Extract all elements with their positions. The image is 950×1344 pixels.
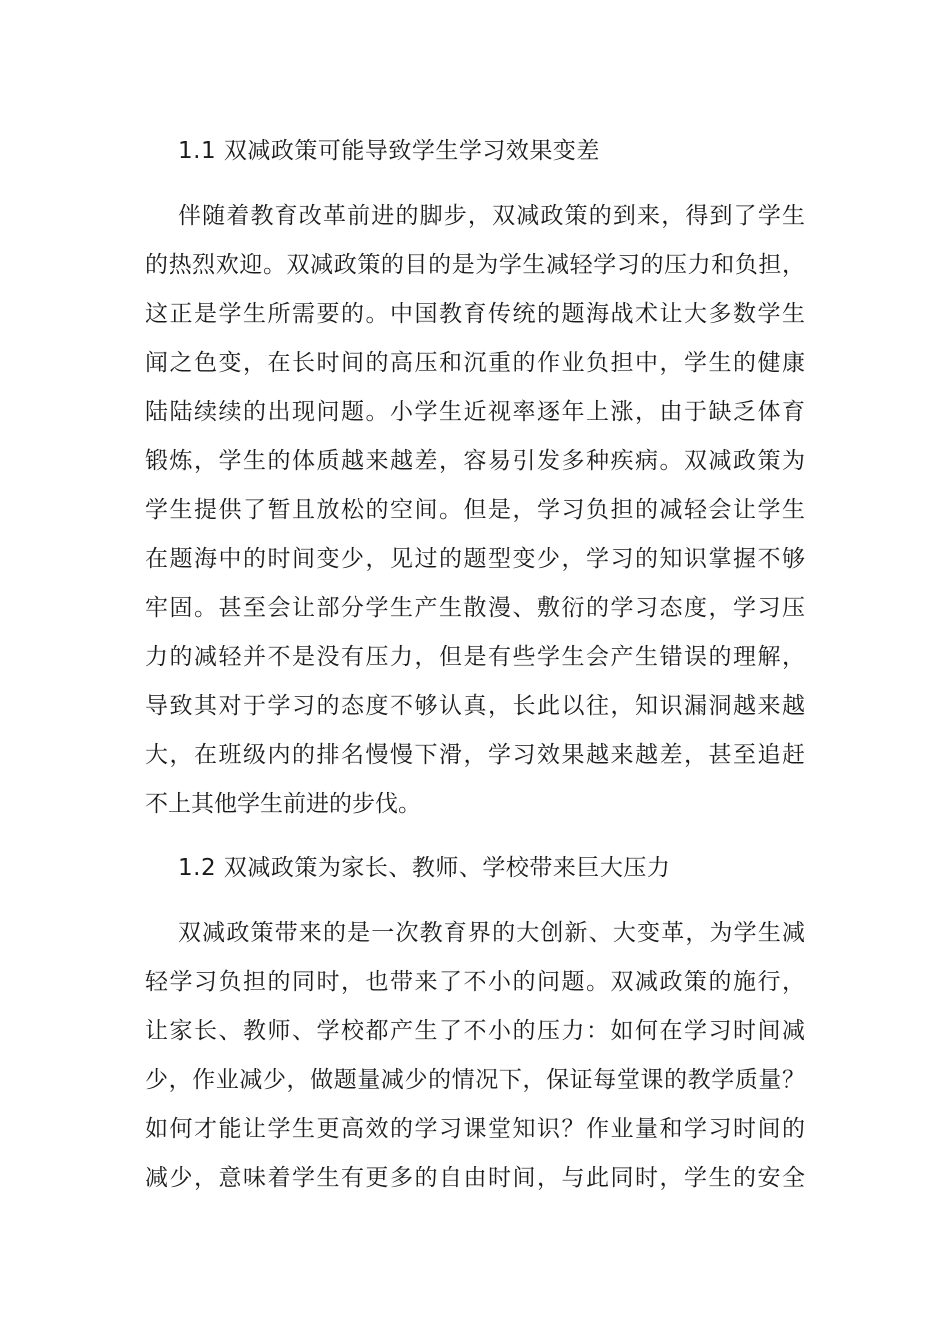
paragraph-line: 让家长、教师、学校都产生了不小的压力：如何在学习时间减 (145, 1018, 805, 1044)
paragraph-line: 这正是学生所需要的。中国教育传统的题海战术让大多数学生 (145, 301, 805, 327)
paragraph-line: 轻学习负担的同时，也带来了不小的问题。双减政策的施行， (145, 969, 805, 995)
paragraph-line: 牢固。甚至会让部分学生产生散漫、敷衍的学习态度，学习压 (145, 595, 805, 621)
paragraph-line: 闻之色变，在长时间的高压和沉重的作业负担中，学生的健康 (145, 350, 805, 376)
paragraph-line: 伴随着教育改革前进的脚步，双减政策的到来，得到了学生 (178, 203, 805, 229)
paragraph-line: 大，在班级内的排名慢慢下滑，学习效果越来越差，甚至追赶 (145, 742, 805, 768)
paragraph-line: 学生提供了暂且放松的空间。但是，学习负担的减轻会让学生 (145, 497, 805, 523)
paragraph-line: 导致其对于学习的态度不够认真，长此以往，知识漏洞越来越 (145, 693, 805, 719)
paragraph-line: 锻炼，学生的体质越来越差，容易引发多种疾病。双减政策为 (145, 448, 805, 474)
paragraph-line: 不上其他学生前进的步伐。 (145, 791, 421, 817)
section-heading-1-1: 1.1 双减政策可能导致学生学习效果变差 (178, 138, 600, 164)
paragraph-line: 减少，意味着学生有更多的自由时间，与此同时，学生的安全 (145, 1165, 805, 1191)
paragraph-line: 的热烈欢迎。双减政策的目的是为学生减轻学习的压力和负担， (145, 252, 805, 278)
paragraph-line: 双减政策带来的是一次教育界的大创新、大变革，为学生减 (178, 920, 805, 946)
paragraph-line: 陆陆续续的出现问题。小学生近视率逐年上涨，由于缺乏体育 (145, 399, 805, 425)
section-heading-1-2: 1.2 双减政策为家长、教师、学校带来巨大压力 (178, 855, 671, 881)
paragraph-line: 力的减轻并不是没有压力，但是有些学生会产生错误的理解， (145, 644, 805, 670)
paragraph-line: 少，作业减少，做题量减少的情况下，保证每堂课的教学质量？ (145, 1067, 805, 1093)
paragraph-line: 在题海中的时间变少，见过的题型变少，学习的知识掌握不够 (145, 546, 805, 572)
paragraph-line: 如何才能让学生更高效的学习课堂知识？作业量和学习时间的 (145, 1116, 805, 1142)
